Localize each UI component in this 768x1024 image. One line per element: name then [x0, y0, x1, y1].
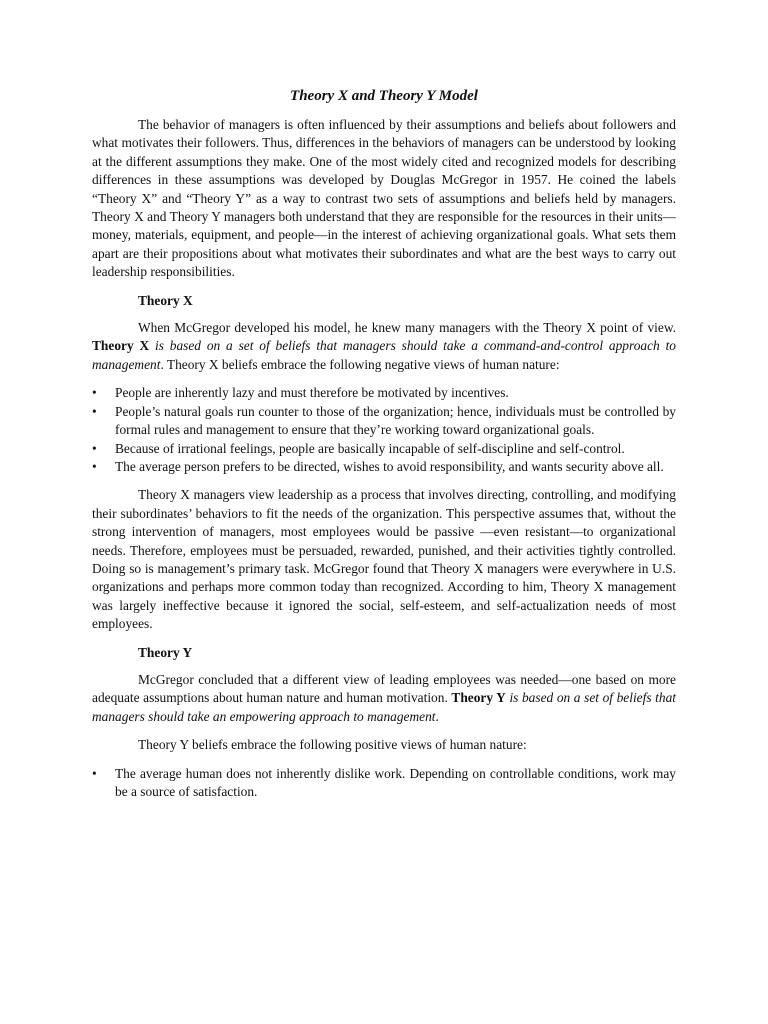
theory-y-bullet-list [92, 765, 676, 802]
theory-x-p1-start: When McGregor developed his model, he knew many managers with the Theory X point of view. [138, 320, 676, 336]
intro-paragraph: The behavior of managers is often influenced by their assumptions and beliefs about followers and what motivates their followers. Thus, differences in the behaviors of managers can be understood by looking at the different assumptions they make. One of the most widely cited and recognized models for describing differences in these assumptions was developed by Douglas McGregor in 1957. He coined the labels “Theory X” and “Theory Y” as a way to contrast two sets of assumptions and beliefs held by managers. Theory X and Theory Y managers both understand that they are responsible for the resources in their units—money, materials, equipment, and people—in the interest of achieving organizational goals. What sets them apart are their propositions about what motivates their subordinates and what are the best ways to carry out leadership responsibilities. [92, 117, 676, 280]
bullet-icon: • [92, 765, 97, 781]
list-item [92, 765, 676, 802]
theory-y-paragraph-2: Theory Y beliefs embrace the following positive views of human nature: [138, 737, 527, 753]
theory-x-p1-end: . Theory X beliefs embrace the following negative views of human nature: [160, 356, 560, 372]
document-content [92, 86, 676, 811]
theory-y-p1-end: . [435, 708, 439, 724]
theory-x-paragraph-1 [92, 319, 676, 374]
list-item-text: Because of irrational feelings, people are basically incapable of self-discipline and self-control. [115, 440, 625, 456]
theory-x-term: Theory X [92, 338, 150, 354]
bullet-icon: • [92, 385, 97, 401]
theory-x-definition: is based on a set of beliefs that managers should take a command-and-control approach to management [92, 338, 676, 372]
bullet-icon: • [92, 403, 97, 419]
list-item [92, 458, 676, 476]
list-item [92, 440, 676, 458]
list-item-text: People are inherently lazy and must therefore be motivated by incentives. [115, 385, 509, 401]
list-item-text: The average person prefers to be directed, wishes to avoid responsibility, and wants security above all. [115, 458, 664, 474]
theory-y-term: Theory Y [451, 690, 506, 706]
list-item [92, 403, 676, 440]
theory-y-paragraph-1 [92, 671, 676, 726]
theory-x-paragraph-2: Theory X managers view leadership as a process that involves directing, controlling, and modifying their subordinates’ behaviors to fit the needs of the organization. This perspective assumes that, without the strong intervention of managers, most employees would be passive —even resistant—to organizational needs. Therefore, employees must be persuaded, rewarded, punished, and their activities tightly controlled. Doing so is management’s primary task. McGregor found that Theory X managers were everywhere in U.S. organizations and perhaps more common today than recognized. According to him, Theory X management was largely ineffective because it ignored the social, self-esteem, and self-actualization needs of most employees. [92, 487, 676, 632]
list-item-text: The average human does not inherently dislike work. Depending on controllable conditions, work may be a source of satisfaction. [115, 765, 676, 799]
theory-y-heading: Theory Y [138, 644, 193, 660]
list-item-text: People’s natural goals run counter to those of the organization; hence, individuals must be controlled by formal rules and management to ensure that they’re working toward organizational goals. [115, 403, 676, 438]
theory-y-p1-start: McGregor concluded that a different view of leading employees was needed—one based on more adequate assumptions about human nature and human motivation. [92, 671, 676, 706]
document-title: Theory X and Theory Y Model [290, 88, 478, 104]
theory-y-definition: is based on a set of beliefs that managers should take an empowering approach to management [92, 690, 676, 724]
list-item [92, 384, 676, 402]
bullet-icon: • [92, 458, 97, 474]
theory-x-heading: Theory X [138, 292, 193, 308]
theory-x-bullet-list [92, 384, 676, 476]
bullet-icon: • [92, 440, 97, 456]
